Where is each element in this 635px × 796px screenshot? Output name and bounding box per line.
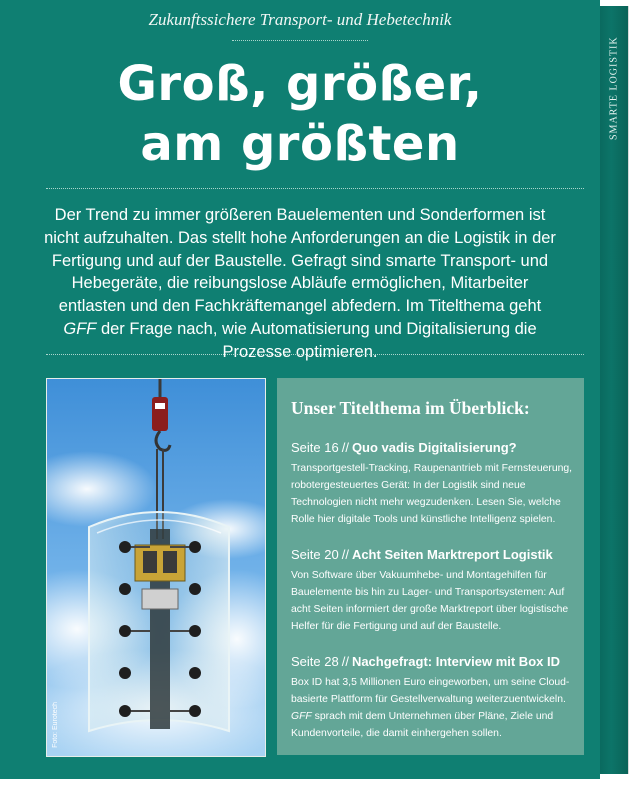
overview-title: Unser Titelthema im Überblick:: [291, 398, 530, 418]
glass-lift-illustration: [47, 379, 265, 756]
lifter-pump: [143, 551, 157, 573]
page-title: [0, 54, 600, 174]
item-headline: Acht Seiten Marktreport Logistik: [351, 547, 553, 562]
hook-label: [155, 403, 165, 409]
crane-hook-block: [152, 397, 168, 431]
overview-item-2[interactable]: [291, 547, 576, 635]
item-text: Transportgestell-Tracking, Raupenantrieb mit Fernsteuerung, robotergesteuertes Gerät: In der Logistik sind neue Technologien nicht mehr wegzudenken. Lesen Sie, welche Rolle hier digitale Tools und künstliche Intelligenz spielen.: [291, 463, 573, 525]
lifter-control-box: [142, 589, 178, 609]
overview-box: [277, 378, 584, 755]
lifter-unit: [135, 545, 185, 581]
item-text-b: sprach mit dem Unternehmen über Pläne, Ziele und Kundenvorteile, die damit einhergehen sollen.: [291, 711, 554, 739]
page-bottom-edge: [0, 779, 635, 796]
title-divider: [46, 188, 584, 189]
kicker: Zukunftssichere Transport- und Hebetechnik: [148, 10, 452, 29]
title-line-1: Groß, größer,: [117, 56, 483, 112]
separator: //: [341, 440, 349, 455]
separator: //: [341, 654, 349, 669]
separator: //: [341, 547, 349, 562]
magazine-spine: [600, 6, 629, 774]
cover-photo: [46, 378, 266, 757]
item-headline: Quo vadis Digitalisierung?: [351, 440, 517, 455]
item-heading: [291, 654, 576, 669]
section-label: SMARTE LOGISTIK: [608, 36, 620, 140]
item-text: [291, 674, 576, 742]
intro-publication: GFF: [63, 319, 97, 338]
intro-divider: [46, 354, 584, 355]
kicker-divider: [232, 40, 368, 41]
item-text: Von Software über Vakuumhebe- und Montagehilfen für Bauelemente bis hin zu Lager- und Transportsystemen: Auf acht Seiten informiert der große Marktreport über logistische Helfer für die Fertigung und auf der Baustelle.: [291, 570, 569, 632]
intro-paragraph: [40, 204, 560, 364]
overview-item-1[interactable]: [291, 440, 576, 528]
page-reference: Seite 20: [291, 547, 339, 562]
item-heading: [291, 440, 576, 455]
title-line-2: am größten: [140, 116, 460, 172]
overview-item-3[interactable]: [291, 654, 576, 742]
item-heading: [291, 547, 576, 562]
item-publication: GFF: [291, 711, 312, 722]
page-reference: Seite 16: [291, 440, 339, 455]
item-headline: Nachgefragt: Interview mit Box ID: [351, 654, 560, 669]
page-reference: Seite 28: [291, 654, 339, 669]
photo-credit: Foto: Eurotech: [52, 702, 59, 748]
intro-text-b: der Frage nach, wie Automatisierung und Digitalisierung die Prozesse optimieren.: [96, 319, 537, 361]
intro-text-a: Der Trend zu immer größeren Bauelementen und Sonderformen ist nicht aufzuhalten. Das stellt hohe Anforderungen an die Logistik in der Fertigung und auf der Baustelle. Gefragt sind smarte Transport- und Hebegeräte, die reibungslose Abläufe ermöglichen, Mitarbeiter entlasten und den Fachkräftemangel abfedern. Im Titelthema geht: [44, 206, 556, 316]
lifter-pump: [163, 551, 177, 573]
item-text-a: Box ID hat 3,5 Millionen Euro eingeworben, um seine Cloud-basierte Plattform für Gestellverwaltung weiterzuentwickeln.: [291, 677, 570, 705]
